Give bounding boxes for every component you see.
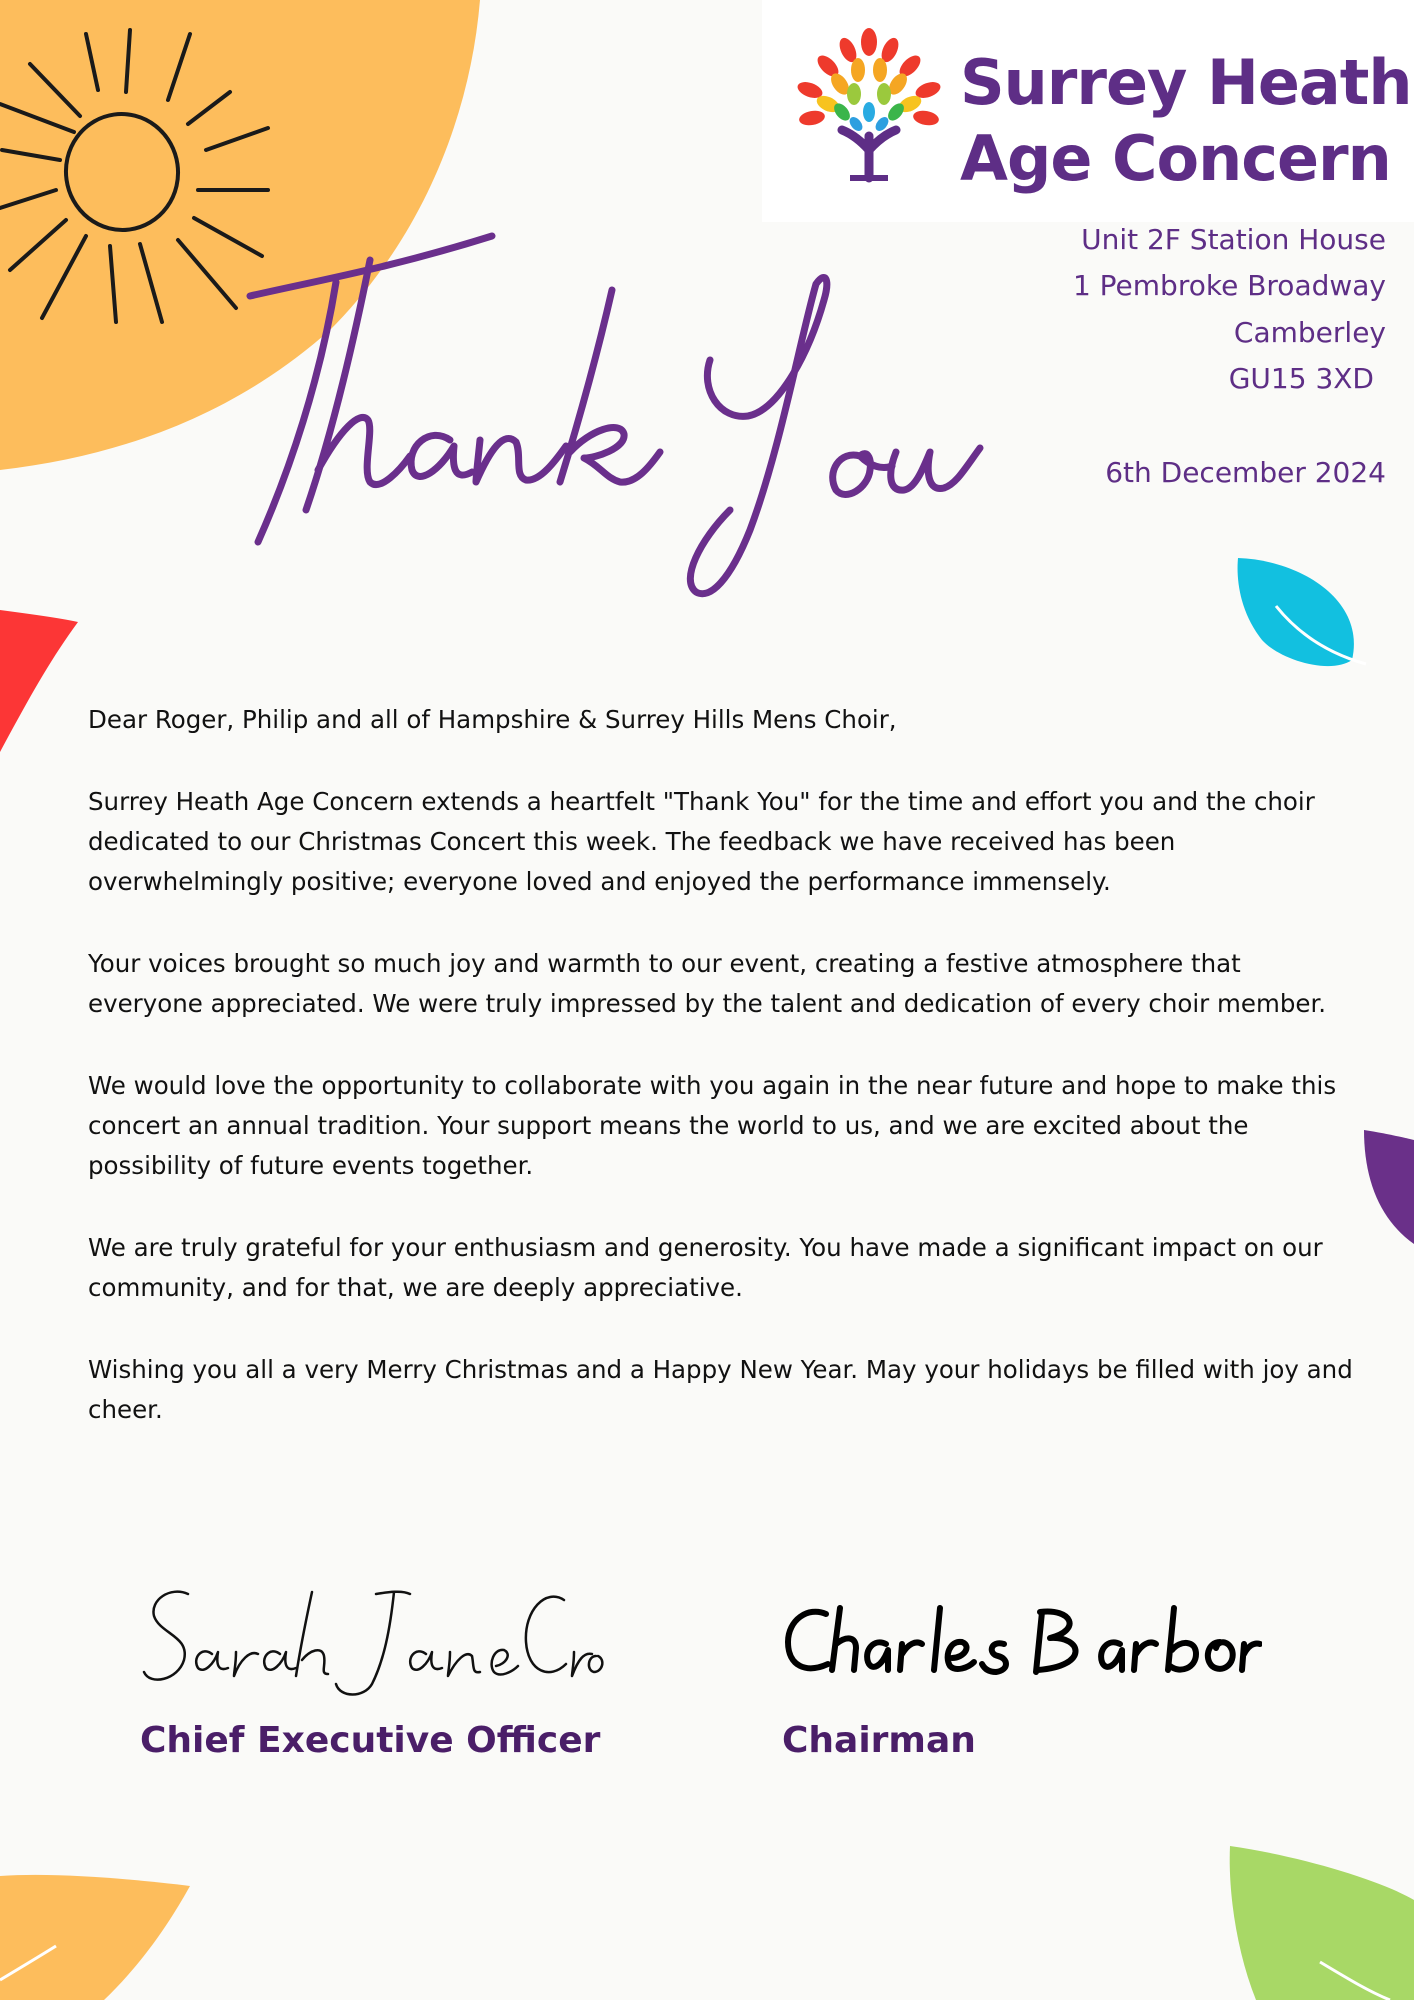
letter-paragraph: Wishing you all a very Merry Christmas and a Happy New Year. May your holidays be filled with joy and cheer. (88, 1355, 1353, 1424)
letter-salutation: Dear Roger, Philip and all of Hampshire & Surrey Hills Mens Choir, (88, 705, 897, 734)
blue-leaf-icon (1238, 558, 1366, 666)
letter-paragraph: We are truly grateful for your enthusiasm and generosity. You have made a significant impact on our community, and for that, we are deeply appreciative. (88, 1233, 1323, 1302)
role-ceo: Chief Executive Officer (140, 1720, 601, 1761)
orange-leaf-icon (0, 1875, 190, 2000)
letter-date: 6th December 2024 (1105, 456, 1386, 489)
logo-title-line2: Age Concern (960, 122, 1391, 195)
signature-sarah-jane-croke (140, 1580, 610, 1700)
logo-title-line1: Surrey Heath (960, 46, 1412, 119)
address-line2: 1 Pembroke Broadway (1072, 269, 1386, 302)
address-line1: Unit 2F Station House (1081, 223, 1386, 256)
address-line3: Camberley (1233, 316, 1386, 349)
signature-charles-barbor (782, 1600, 1262, 1690)
role-chairman: Chairman (782, 1720, 976, 1761)
sun-icon (0, 30, 268, 322)
purple-leaf-shape (1364, 1130, 1414, 1244)
letter-body (88, 700, 1358, 1472)
tree-logo-icon (792, 28, 946, 186)
letter-paragraph: We would love the opportunity to collaborate with you again in the near future and hope to make this concert an annual tradition. Your support means the world to us, and we are excited about the possibility of future events together. (88, 1071, 1337, 1180)
letter-paragraph: Surrey Heath Age Concern extends a heartfelt "Thank You" for the time and effort you and the choir dedicated to our Christmas Concert this week. The feedback we have received has been overwhelmingly positive; everyone loved and enjoyed the performance immensely. (88, 787, 1315, 896)
green-leaf-icon (1230, 1846, 1414, 2000)
address-postcode: GU15 3XD (1228, 362, 1374, 395)
red-leaf-shape (0, 610, 78, 752)
letter-paragraph: Your voices brought so much joy and warmth to our event, creating a festive atmosphere that everyone appreciated. We were truly impressed by the talent and dedication of every choir member. (88, 949, 1327, 1018)
thank-you-heading (240, 220, 1000, 620)
